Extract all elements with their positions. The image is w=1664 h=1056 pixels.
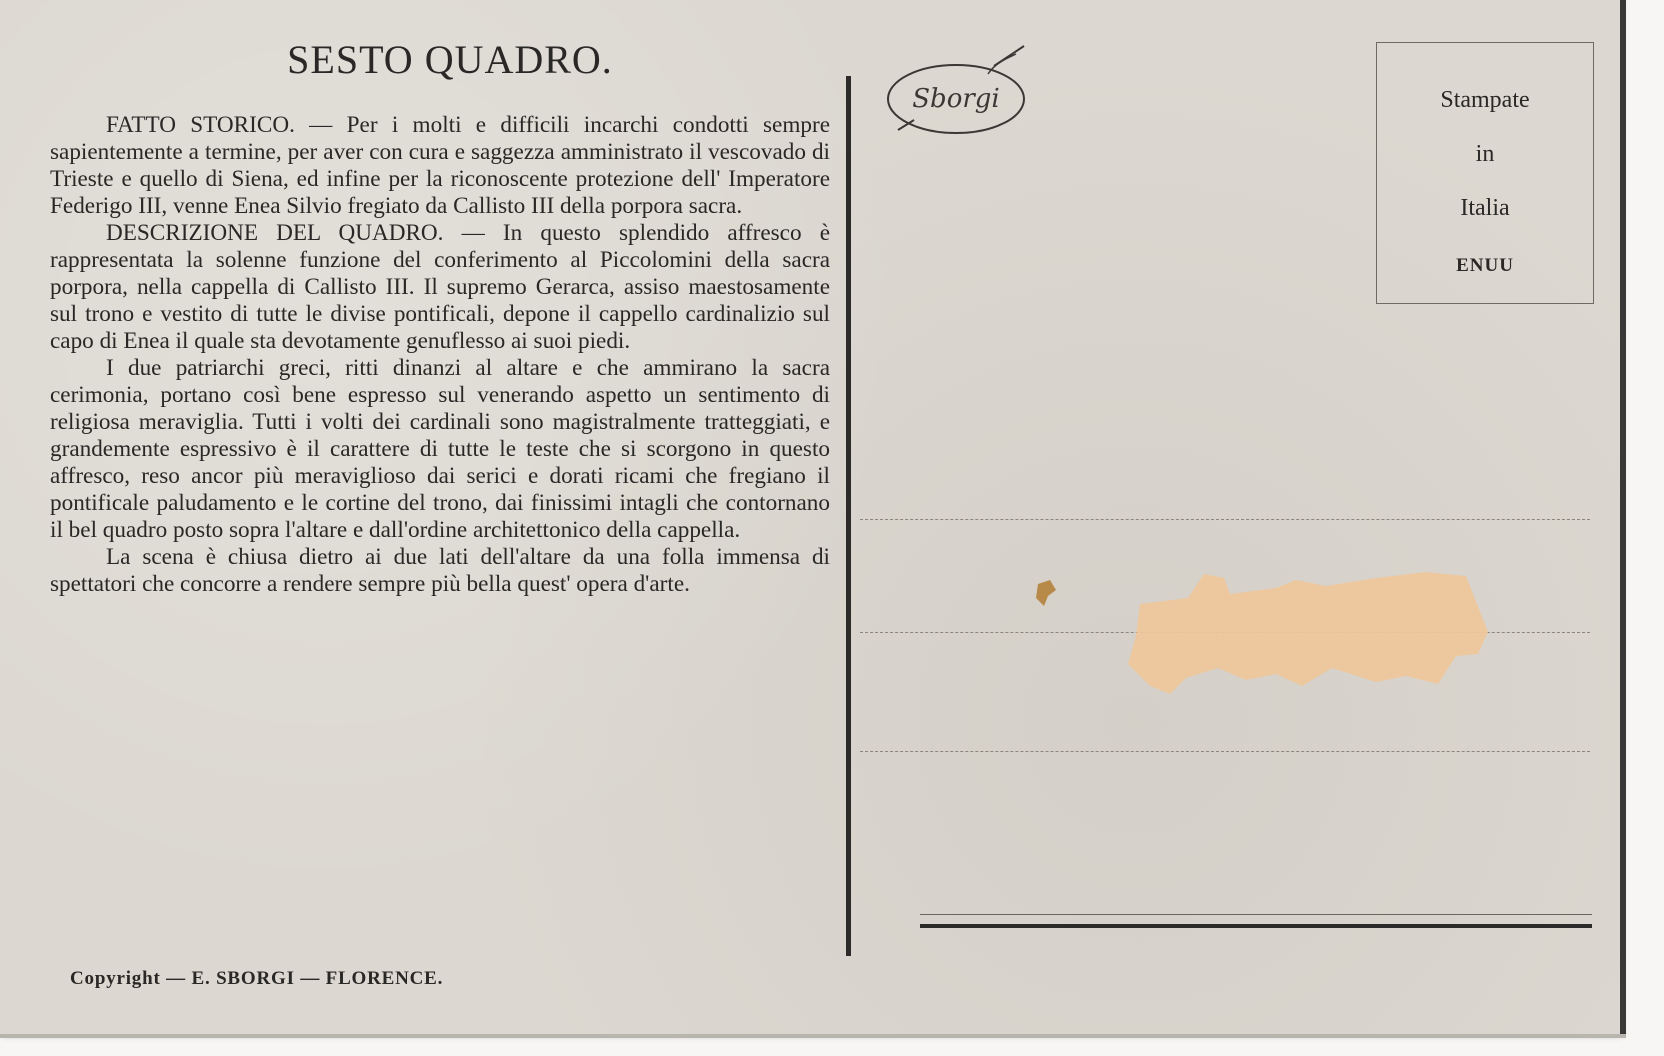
stamp-box-line-1: Stampate	[1440, 87, 1530, 113]
stamp-box-line-3: Italia	[1460, 195, 1510, 221]
paragraph-scene: La scena è chiusa dietro ai due lati dell'altare da una folla immensa di spettatori che concorre a rendere sempre più bella quest' opera d'arte.	[50, 544, 830, 597]
torn-paper-spot	[1126, 564, 1492, 704]
address-line-4-thin	[920, 914, 1592, 915]
paragraph-painting-description: DESCRIZIONE DEL QUADRO. — In questo splendido affresco è rappresentata la solenne funzione del conferimento al Piccolomini della sacra porpora, nella cappella di Callisto III. Il supremo Gerarca, assiso maestosamente sul trono e vestito di tutte le divise pontificali, depone il cappello cardinalizio sul capo di Enea il quale sta devotamente genuflesso ai suoi piedi.	[50, 220, 830, 354]
publisher-logo-stamp	[884, 44, 1034, 144]
stamp-box-line-2: in	[1475, 141, 1495, 167]
paragraph-historical-fact: FATTO STORICO. — Per i molti e difficili incarchi condotti sempre sapientemente a termine, per aver con cura e saggezza amministrato il vescovado di Trieste e quello di Siena, ed infine per la riconoscente protezione dell' Imperatore Federigo III, venne Enea Silvio fregiato da Callisto III della porpora sacra.	[50, 112, 830, 219]
publisher-logo-text: Sborgi	[912, 84, 1000, 114]
address-line-3	[860, 751, 1590, 752]
center-divider	[846, 76, 851, 956]
stamp-placement-box	[1376, 42, 1594, 304]
address-line-1	[860, 519, 1590, 520]
paper-speck	[1032, 578, 1058, 608]
card-bottom-edge	[0, 1034, 1626, 1038]
paragraph-patriarchs: I due patriarchi greci, ritti dinanzi al altare e che ammirano la sacra cerimonia, portano così bene espresso sul venerando aspetto un sentimento di religiosa meraviglia. Tutti i volti dei cardinali sono magistralmente tratteggiati, e grandemente espressivo è il carattere di tutte le teste che si scorgono in questo affresco, reso ancor più meraviglioso dai serici e dorati ricami che fregiano il pontificale paludamento e le cortine del trono, dai finissimi intagli che contornano il bel quadro posto sopra l'altare e dall'ordine architettonico della cappella.	[50, 355, 830, 543]
copyright-notice: Copyright — E. SBORGI — FLORENCE.	[70, 968, 444, 989]
description-text	[50, 112, 830, 598]
card-right-edge	[1620, 0, 1626, 1034]
address-line-4-bold	[920, 924, 1592, 928]
stamp-box-code: ENUU	[1456, 255, 1514, 276]
card-title: SESTO QUADRO.	[287, 37, 613, 82]
